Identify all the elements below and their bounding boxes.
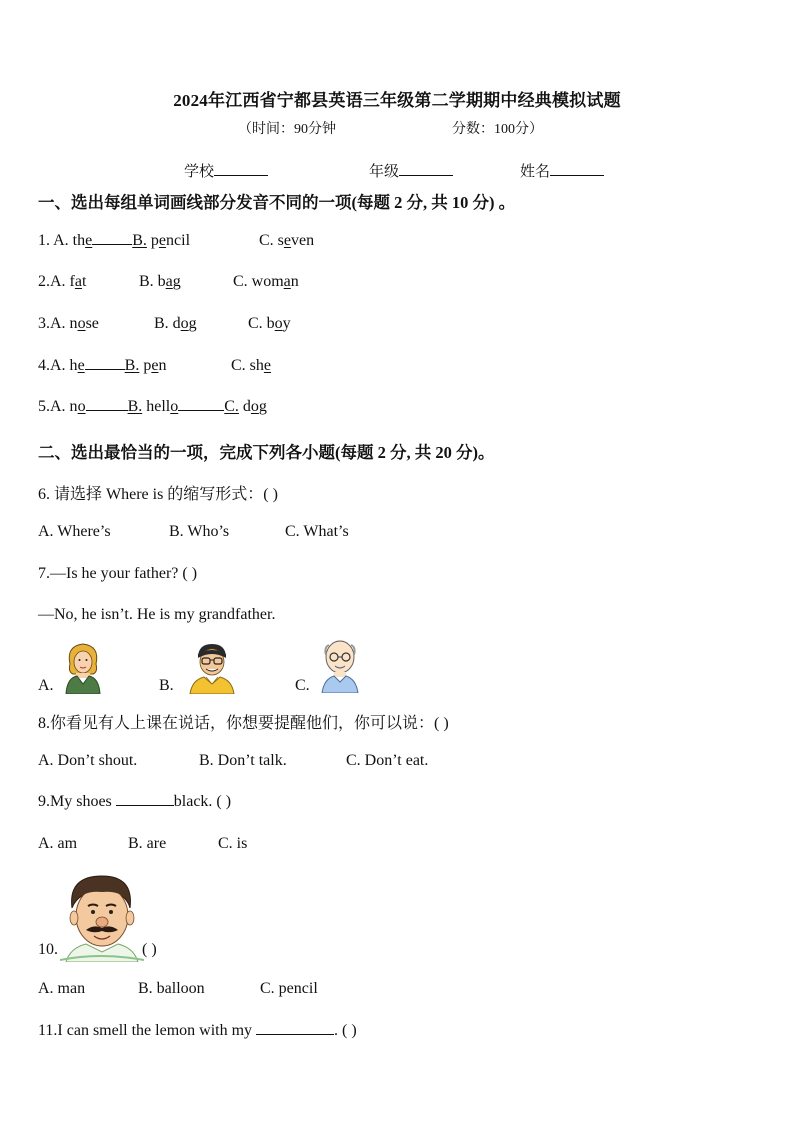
q2-b-pre: B. b (139, 273, 166, 290)
name-blank (550, 161, 604, 176)
question-1 (38, 232, 190, 250)
question-10-paren: ( ) (142, 941, 157, 958)
q2-option-a (38, 273, 86, 291)
question-9-stem (38, 793, 231, 811)
man-with-glasses-image (186, 640, 238, 694)
q2-c-underlined: a (283, 273, 291, 290)
q10-option-b: B. balloon (138, 980, 205, 997)
q4-c-pre: C. sh (231, 357, 264, 374)
question-7-stem: 7.—Is he your father? ( ) (38, 565, 198, 582)
q3-a-post: se (85, 315, 99, 332)
q4-b-pre: p (139, 357, 152, 374)
q5-b-pre: hell (142, 398, 171, 415)
score-label: 分数：100分） (452, 122, 543, 137)
grade-field (369, 160, 453, 181)
q3-a-pre: 3.A. n (38, 315, 78, 332)
q5-c-underlined: o (250, 398, 259, 415)
q11-stem-post: . ( ) (334, 1022, 357, 1039)
q9-option-b: B. are (128, 835, 167, 852)
woman-portrait-image (62, 640, 104, 694)
q4-gap (85, 357, 125, 370)
q4-c-underlined: e (263, 357, 272, 374)
q1-b-label: B. (132, 232, 147, 249)
q6-option-c: C. What’s (285, 523, 349, 540)
q3-b-pre: B. d (154, 315, 181, 332)
q11-answer-blank (256, 1022, 334, 1035)
exam-title: 2024年江西省宁都县英语三年级第二学期期中经典模拟试题 (173, 91, 621, 110)
q2-a-post: t (82, 273, 87, 290)
q1-a-underlined: e (85, 232, 93, 249)
time-label: （时间：90分钟 (238, 122, 336, 137)
school-field (184, 160, 268, 181)
section-2-heading: 二、选出最恰当的一项，完成下列各小题(每题 2 分, 共 20 分)。 (38, 443, 495, 462)
q5-c-pre: d (238, 398, 251, 415)
q5-c-post: g (258, 398, 267, 415)
q3-c-pre: C. b (248, 315, 275, 332)
question-11-stem (38, 1022, 357, 1040)
q2-b-underlined: a (165, 273, 173, 290)
q5-gap-2 (178, 398, 224, 411)
q10-option-c: C. pencil (260, 980, 318, 997)
q5-b-underlined: o (170, 398, 179, 415)
question-4 (38, 357, 166, 375)
q5-a-underlined: o (77, 398, 86, 415)
q2-option-c (233, 273, 299, 291)
q9-option-a: A. am (38, 835, 78, 852)
q1-c-pre: C. s (259, 232, 284, 249)
q4-option-c (231, 357, 271, 375)
q9-answer-blank (116, 793, 174, 806)
q2-a-pre: 2.A. f (38, 273, 75, 290)
q2-a-underlined: a (74, 273, 82, 290)
man-with-mustache-image (60, 872, 144, 962)
question-8-stem: 8.你看见有人上课在说话，你想要提醒他们，你可以说：( ) (38, 715, 449, 732)
question-7-answer: —No, he isn’t. He is my grandfather. (38, 606, 276, 623)
q5-c-label: C. (224, 398, 239, 415)
q9-stem-pre: 9.My shoes (38, 793, 116, 810)
q2-c-pre: C. wom (233, 273, 284, 290)
grade-blank (399, 161, 453, 176)
q1-option-c (259, 232, 314, 250)
q3-a-underlined: o (77, 315, 86, 332)
q1-c-underlined: e (283, 232, 292, 249)
q3-option-c (248, 315, 291, 333)
q2-b-post: g (172, 273, 181, 290)
q1-gap (92, 232, 132, 245)
q7-option-b: B. (159, 677, 174, 694)
q3-c-underlined: o (274, 315, 283, 332)
q1-b-underlined: e (158, 232, 167, 249)
name-label: 姓名 (520, 164, 551, 180)
q3-c-post: y (282, 315, 291, 332)
question-5 (38, 398, 267, 416)
q7-option-c: C. (295, 677, 310, 694)
q3-option-a (38, 315, 99, 333)
section-1-heading: 一、选出每组单词画线部分发音不同的一项(每题 2 分, 共 10 分) 。 (38, 193, 516, 212)
q5-a-pre: 5.A. n (38, 398, 78, 415)
school-blank (214, 161, 268, 176)
q2-option-b (139, 273, 181, 291)
q8-option-b: B. Don’t talk. (199, 752, 287, 769)
q11-stem-pre: 11.I can smell the lemon with my (38, 1022, 257, 1039)
q4-b-underlined: e (151, 357, 159, 374)
q9-option-c: C. is (218, 835, 248, 852)
q2-c-post: n (290, 273, 299, 290)
school-label: 学校 (184, 164, 215, 180)
q4-b-post: n (158, 357, 167, 374)
q3-b-post: g (188, 315, 197, 332)
q4-a-pre: 4.A. h (38, 357, 78, 374)
question-10-number: 10. (38, 941, 58, 958)
q5-b-label: B. (127, 398, 143, 415)
q6-option-b: B. Who’s (169, 523, 230, 540)
q9-stem-post: black. ( ) (173, 793, 232, 810)
q8-option-c: C. Don’t eat. (346, 752, 429, 769)
question-6-stem: 6. 请选择 Where is 的缩写形式：( ) (38, 486, 278, 503)
q1-option-a: 1. A. th (38, 232, 86, 249)
q7-option-a: A. (38, 677, 54, 694)
grandfather-portrait-image (318, 635, 362, 693)
q8-option-a: A. Don’t shout. (38, 752, 138, 769)
q1-b-post: ncil (166, 232, 191, 249)
q4-b-label: B. (124, 357, 140, 374)
grade-label: 年级 (369, 164, 400, 180)
q4-a-underlined: e (77, 357, 85, 374)
name-field (520, 160, 604, 181)
q1-c-post: ven (291, 232, 315, 249)
q10-option-a: A. man (38, 980, 86, 997)
q3-b-underlined: o (180, 315, 189, 332)
q5-gap-1 (86, 398, 128, 411)
q6-option-a: A. Where’s (38, 523, 111, 540)
q1-b-pre: p (146, 232, 159, 249)
q3-option-b (154, 315, 197, 333)
